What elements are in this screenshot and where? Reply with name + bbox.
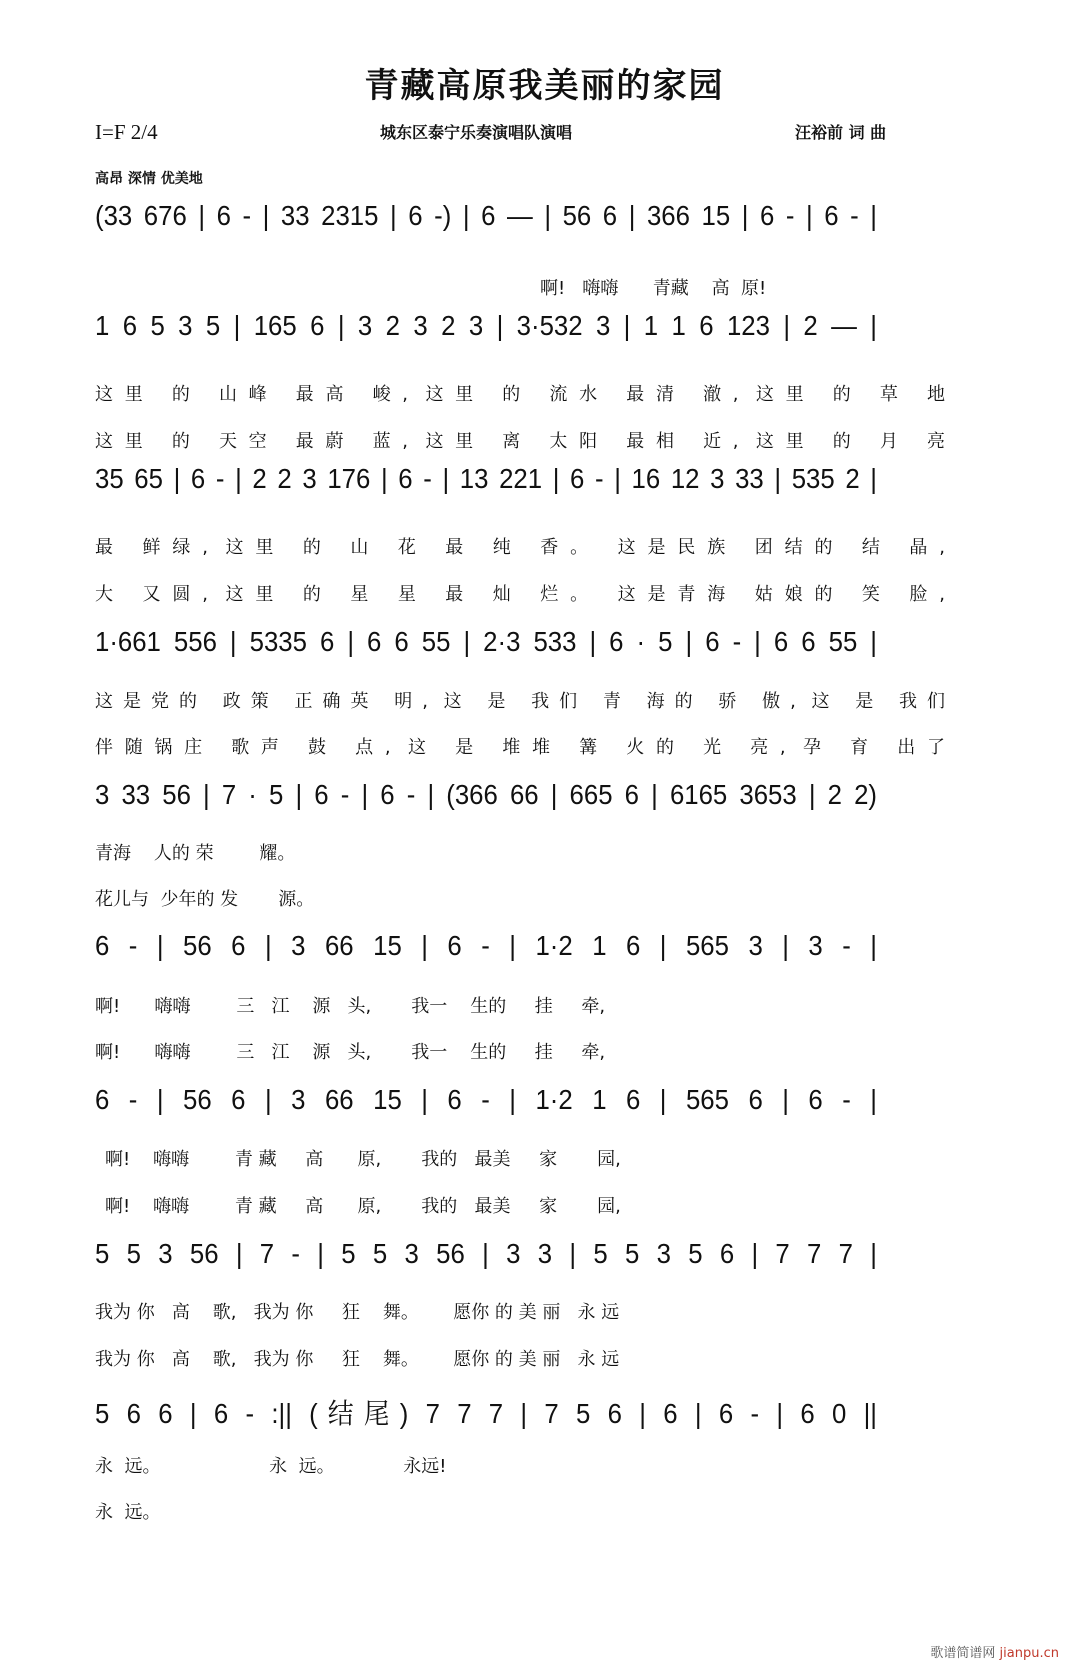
lyric-line: 啊! 嗨嗨 三 江 源 头, 我一 生的 挂 牵, bbox=[95, 1042, 606, 1063]
lyric-line: 我为 你 高 歌, 我为 你 狂 舞。 愿你 的 美 丽 永 远 bbox=[95, 1349, 620, 1370]
lyric-line: 啊! 嗨嗨 青藏 高 原! bbox=[540, 278, 767, 299]
lyric-line: 青海 人的 荣 耀。 bbox=[95, 843, 296, 864]
lyric-line: 我为 你 高 歌, 我为 你 狂 舞。 愿你 的 美 丽 永 远 bbox=[95, 1302, 620, 1323]
notation-line: 6 - | 56 6 | 3 66 15 | 6 - | 1·2 1 6 | 565 6 | 6 - | bbox=[95, 1084, 877, 1115]
author-credit: 汪裕前 词 曲 bbox=[795, 123, 887, 142]
notation-line: 5 5 3 56 | 7 - | 5 5 3 56 | 3 3 | 5 5 3 5 6 | 7 7 7 | bbox=[95, 1238, 877, 1269]
lyric-line: 花儿与 少年的 发 源。 bbox=[95, 889, 315, 910]
notation-line: 1 6 5 3 5 | 165 6 | 3 2 3 2 3 | 3·532 3 | 1 1 6 123 | 2 — | bbox=[95, 310, 877, 341]
lyric-line: 大 又圆, 这里 的 星 星 最 灿 烂。 这是青海 姑娘的 笑 脸, bbox=[95, 584, 945, 605]
lyric-line: 这里 的 天空 最蔚 蓝, 这里 离 太阳 最相 近, 这里 的 月 亮 bbox=[95, 431, 945, 452]
lyric-line: 这里 的 山峰 最高 峻, 这里 的 流水 最清 澈, 这里 的 草 地 bbox=[95, 384, 945, 405]
lyric-line: 伴随锅庄 歌声 鼓 点, 这 是 堆堆 篝 火的 光 亮, 孕 育 出了 bbox=[95, 737, 945, 758]
watermark-domain: jianpu.cn bbox=[999, 1646, 1059, 1661]
notation-line: 5 6 6 | 6 - :|| (结尾) 7 7 7 | 7 5 6 | 6 | 6 - | 6 0 || bbox=[95, 1398, 877, 1429]
lyric-line: 永 远。 bbox=[95, 1502, 161, 1523]
lyric-line: 啊! 嗨嗨 青 藏 高 原, 我的 最美 家 园, bbox=[105, 1196, 621, 1217]
notation-line: (33 676 | 6 - | 33 2315 | 6 -) | 6 — | 56 6 | 366 15 | 6 - | 6 - | bbox=[95, 200, 877, 231]
key-signature: I=F 2/4 bbox=[95, 120, 158, 144]
lyric-line: 永 远。 永 远。 永远! bbox=[95, 1456, 447, 1477]
tempo-marking: 高昂 深情 优美地 bbox=[95, 171, 203, 187]
notation-line: 6 - | 56 6 | 3 66 15 | 6 - | 1·2 1 6 | 565 3 | 3 - | bbox=[95, 930, 877, 961]
lyric-line: 这是党的 政策 正确英 明, 这 是 我们 青 海的 骄 傲, 这 是 我们 bbox=[95, 691, 945, 712]
notation-line: 1·661 556 | 5335 6 | 6 6 55 | 2·3 533 | 6 · 5 | 6 - | 6 6 55 | bbox=[95, 626, 877, 657]
lyric-line: 啊! 嗨嗨 青 藏 高 原, 我的 最美 家 园, bbox=[105, 1149, 621, 1170]
notation-line: 3 33 56 | 7 · 5 | 6 - | 6 - | (366 66 | 665 6 | 6165 3653 | 2 2) bbox=[95, 779, 877, 810]
watermark bbox=[930, 1642, 1059, 1661]
lyric-line: 最 鲜绿, 这里 的 山 花 最 纯 香。 这是民族 团结的 结 晶, bbox=[95, 537, 945, 558]
notation-line: 35 65 | 6 - | 2 2 3 176 | 6 - | 13 221 | 6 - | 16 12 3 33 | 535 2 | bbox=[95, 463, 877, 494]
lyric-line: 啊! 嗨嗨 三 江 源 头, 我一 生的 挂 牵, bbox=[95, 996, 606, 1017]
performer: 城东区泰宁乐奏演唱队演唱 bbox=[380, 123, 573, 142]
song-title: 青藏高原我美丽的家园 bbox=[364, 66, 725, 106]
watermark-site-name: 歌谱简谱网 bbox=[930, 1646, 996, 1661]
